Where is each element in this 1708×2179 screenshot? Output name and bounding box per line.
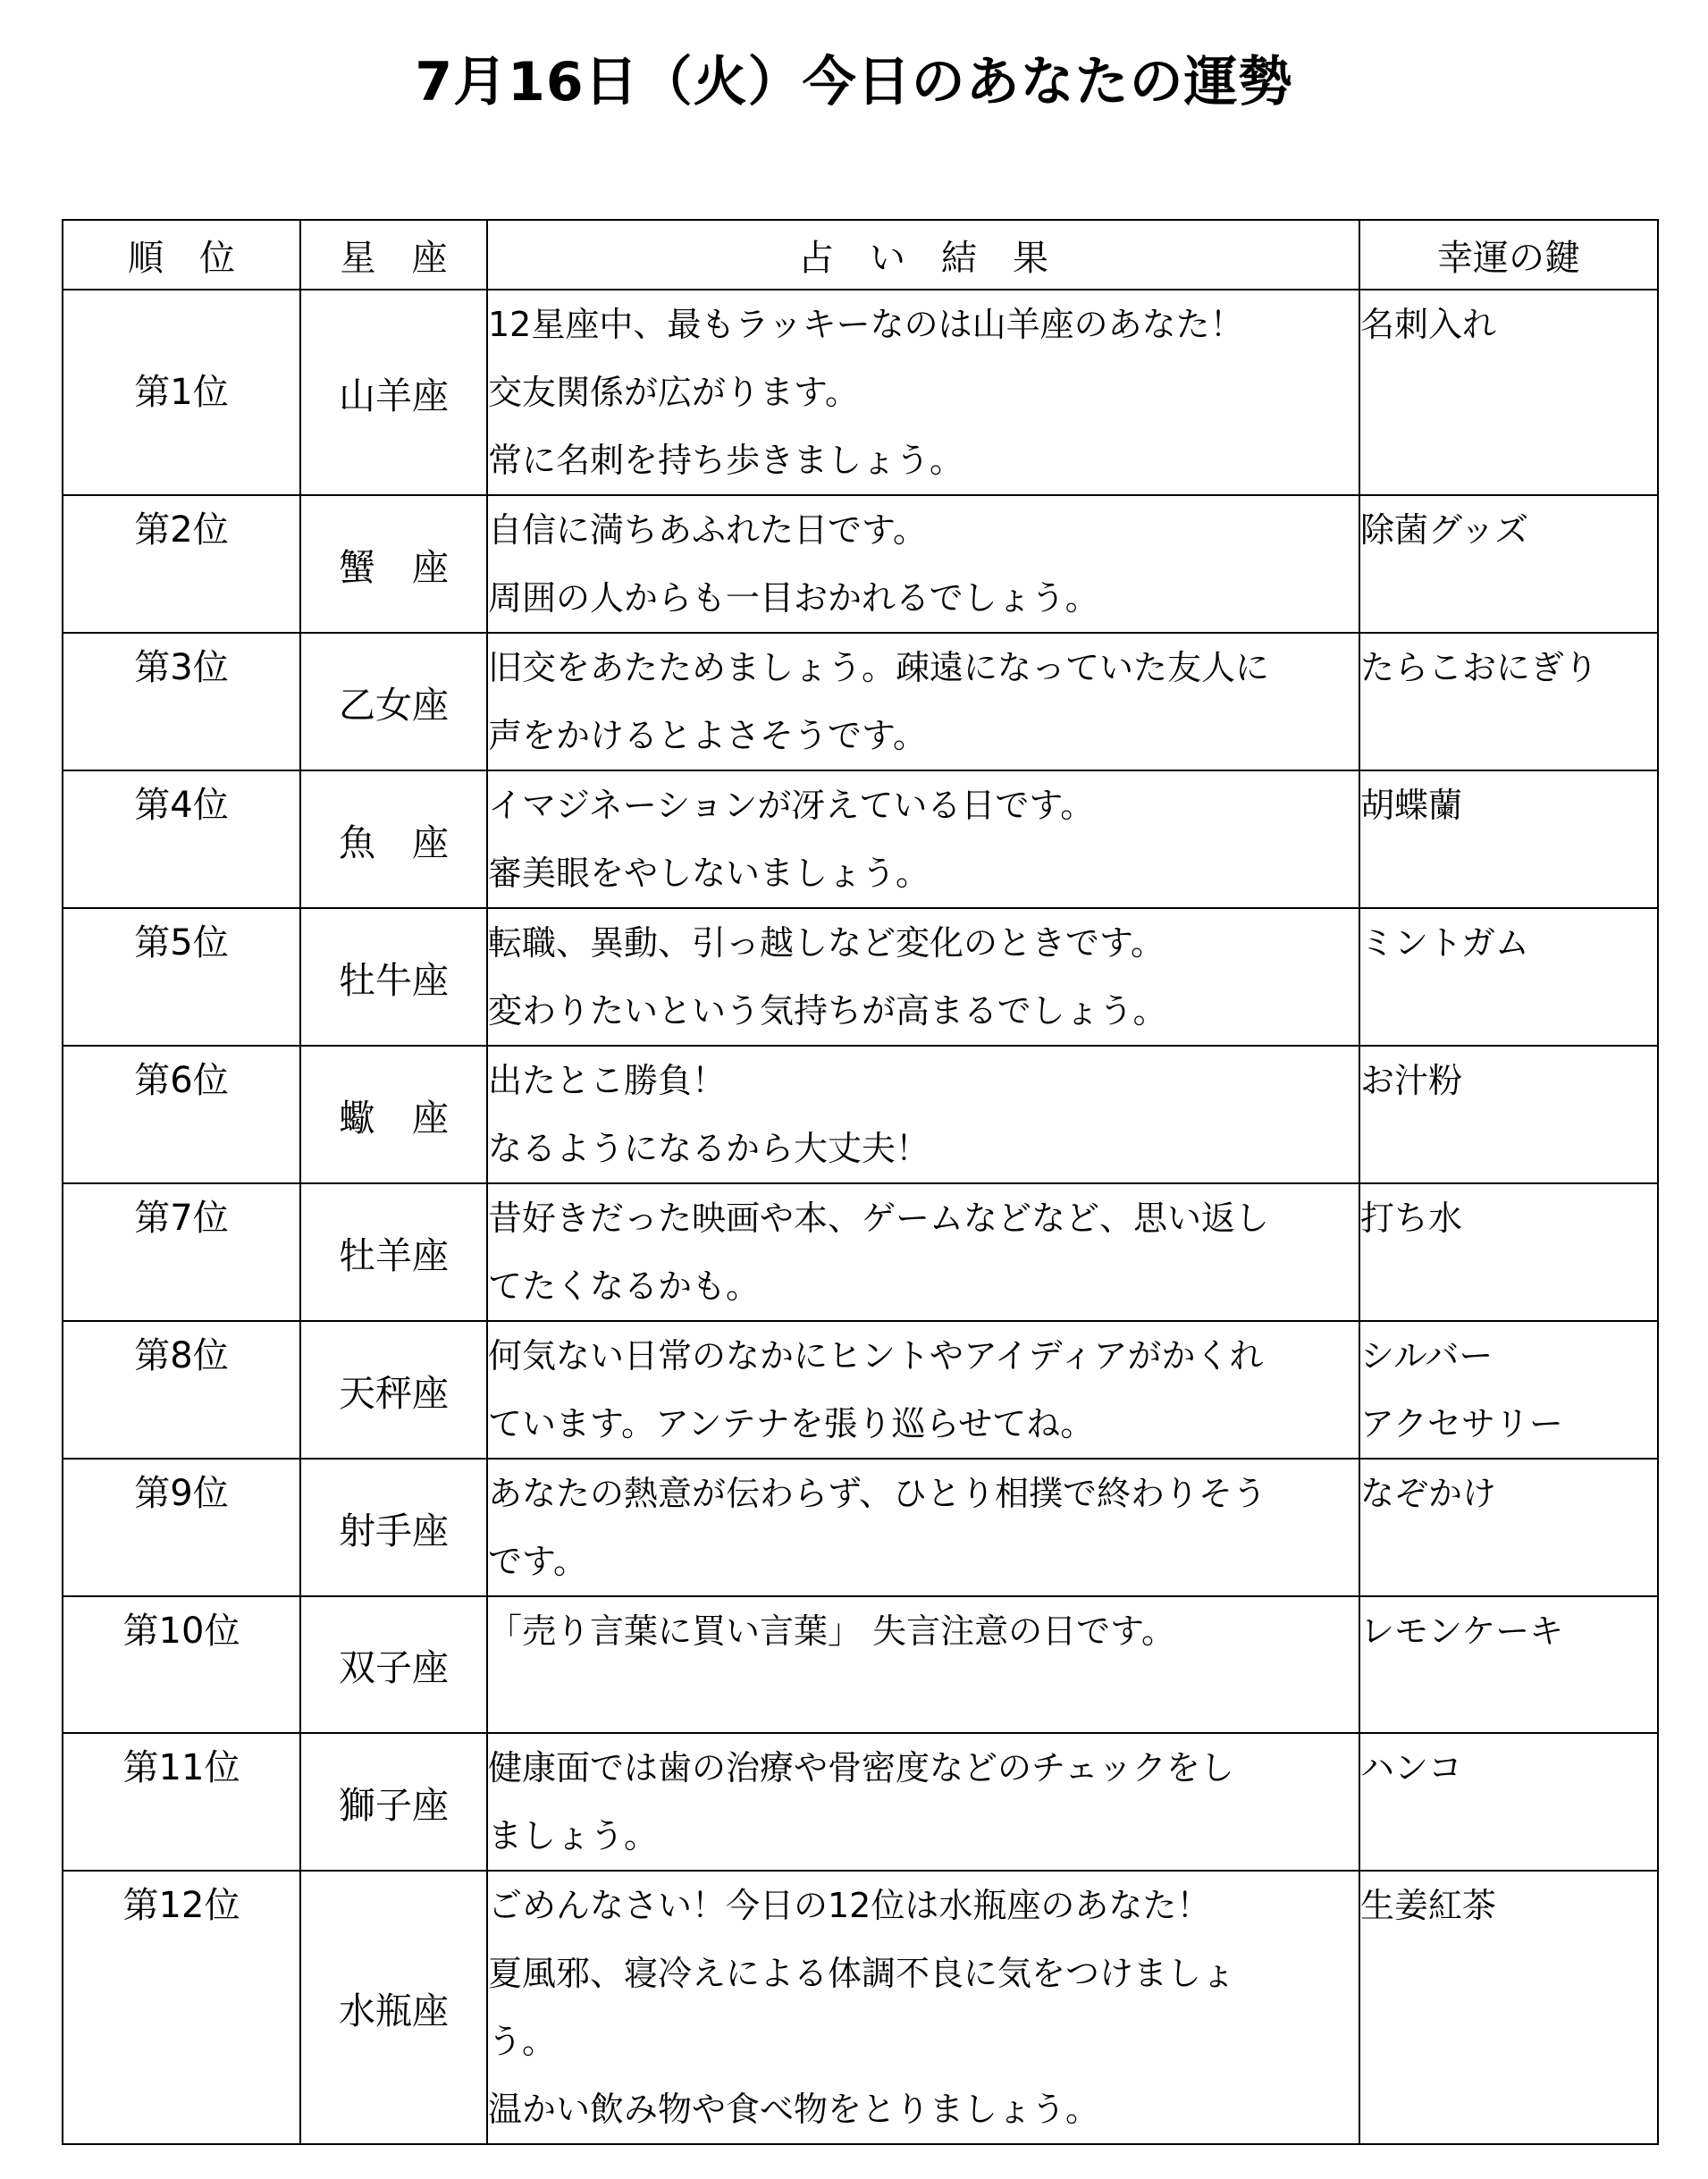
rank-cell: 第10位 bbox=[63, 1596, 300, 1733]
sign-cell: 獅子座 bbox=[300, 1733, 487, 1871]
sign-cell: 蠍 座 bbox=[300, 1046, 487, 1183]
result-cell: 旧交をあたためましょう。疎遠になっていた友人に 声をかけるとよさそうです。 bbox=[487, 633, 1359, 770]
rank-cell: 第6位 bbox=[63, 1046, 300, 1183]
sign-cell: 乙女座 bbox=[300, 633, 487, 770]
sign-cell: 水瓶座 bbox=[300, 1871, 487, 2144]
lucky-key-cell: 除菌グッズ bbox=[1359, 495, 1658, 633]
table-row bbox=[63, 1733, 1658, 1871]
result-cell: 「売り言葉に買い言葉」 失言注意の日です。 bbox=[487, 1596, 1359, 1733]
table-row bbox=[63, 290, 1658, 495]
table-row bbox=[63, 1459, 1658, 1596]
rank-cell: 第3位 bbox=[63, 633, 300, 770]
rank-cell: 第2位 bbox=[63, 495, 300, 633]
sign-cell: 天秤座 bbox=[300, 1321, 487, 1459]
result-cell: 健康面では歯の治療や骨密度などのチェックをし ましょう。 bbox=[487, 1733, 1359, 1871]
table-header-row bbox=[63, 220, 1658, 290]
rank-cell: 第5位 bbox=[63, 908, 300, 1046]
lucky-key-cell: なぞかけ bbox=[1359, 1459, 1658, 1596]
result-cell: 昔好きだった映画や本、ゲームなどなど、思い返し てたくなるかも。 bbox=[487, 1183, 1359, 1321]
table-row bbox=[63, 1596, 1658, 1733]
table-row bbox=[63, 908, 1658, 1046]
lucky-key-cell: たらこおにぎり bbox=[1359, 633, 1658, 770]
sign-cell: 牡牛座 bbox=[300, 908, 487, 1046]
page-title: 7月16日（火）今日のあなたの運勢 bbox=[415, 51, 1293, 114]
table-row bbox=[63, 770, 1658, 908]
sign-cell: 射手座 bbox=[300, 1459, 487, 1596]
table-row bbox=[63, 1046, 1658, 1183]
rank-cell: 第11位 bbox=[63, 1733, 300, 1871]
table-row bbox=[63, 1183, 1658, 1321]
lucky-key-cell: 生姜紅茶 bbox=[1359, 1871, 1658, 2144]
table-row bbox=[63, 1871, 1658, 2144]
lucky-key-cell: 打ち水 bbox=[1359, 1183, 1658, 1321]
lucky-key-cell: レモンケーキ bbox=[1359, 1596, 1658, 1733]
lucky-key-cell: シルバー アクセサリー bbox=[1359, 1321, 1658, 1459]
header-key: 幸運の鍵 bbox=[1359, 220, 1658, 290]
sign-cell: 蟹 座 bbox=[300, 495, 487, 633]
sign-cell: 双子座 bbox=[300, 1596, 487, 1733]
rank-cell: 第7位 bbox=[63, 1183, 300, 1321]
sign-cell: 魚 座 bbox=[300, 770, 487, 908]
rank-cell: 第1位 bbox=[63, 290, 300, 495]
header-rank: 順 位 bbox=[63, 220, 300, 290]
result-cell: 12星座中、最もラッキーなのは山羊座のあなた！ 交友関係が広がります。 常に名刺を持ち歩きましょう。 bbox=[487, 290, 1359, 495]
result-cell: 自信に満ちあふれた日です。 周囲の人からも一目おかれるでしょう。 bbox=[487, 495, 1359, 633]
result-cell: 出たとこ勝負！ なるようになるから大丈夫！ bbox=[487, 1046, 1359, 1183]
table-row bbox=[63, 1321, 1658, 1459]
result-cell: 転職、異動、引っ越しなど変化のときです。 変わりたいという気持ちが高まるでしょう。 bbox=[487, 908, 1359, 1046]
lucky-key-cell: 名刺入れ bbox=[1359, 290, 1658, 495]
table-row bbox=[63, 495, 1658, 633]
rank-cell: 第8位 bbox=[63, 1321, 300, 1459]
result-cell: ごめんなさい！今日の12位は水瓶座のあなた！ 夏風邪、寝冷えによる体調不良に気をつけましょ う。 温かい飲み物や食べ物をとりましょう。 bbox=[487, 1871, 1359, 2144]
result-cell: 何気ない日常のなかにヒントやアイディアがかくれ ています。アンテナを張り巡らせてね。 bbox=[487, 1321, 1359, 1459]
sign-cell: 牡羊座 bbox=[300, 1183, 487, 1321]
rank-cell: 第12位 bbox=[63, 1871, 300, 2144]
lucky-key-cell: 胡蝶蘭 bbox=[1359, 770, 1658, 908]
lucky-key-cell: ハンコ bbox=[1359, 1733, 1658, 1871]
table-row bbox=[63, 633, 1658, 770]
lucky-key-cell: お汁粉 bbox=[1359, 1046, 1658, 1183]
header-result: 占 い 結 果 bbox=[487, 220, 1359, 290]
fortune-table bbox=[62, 219, 1659, 2145]
sign-cell: 山羊座 bbox=[300, 290, 487, 495]
rank-cell: 第9位 bbox=[63, 1459, 300, 1596]
header-sign: 星 座 bbox=[300, 220, 487, 290]
result-cell: あなたの熱意が伝わらず、ひとり相撲で終わりそう です。 bbox=[487, 1459, 1359, 1596]
rank-cell: 第4位 bbox=[63, 770, 300, 908]
lucky-key-cell: ミントガム bbox=[1359, 908, 1658, 1046]
result-cell: イマジネーションが冴えている日です。 審美眼をやしないましょう。 bbox=[487, 770, 1359, 908]
